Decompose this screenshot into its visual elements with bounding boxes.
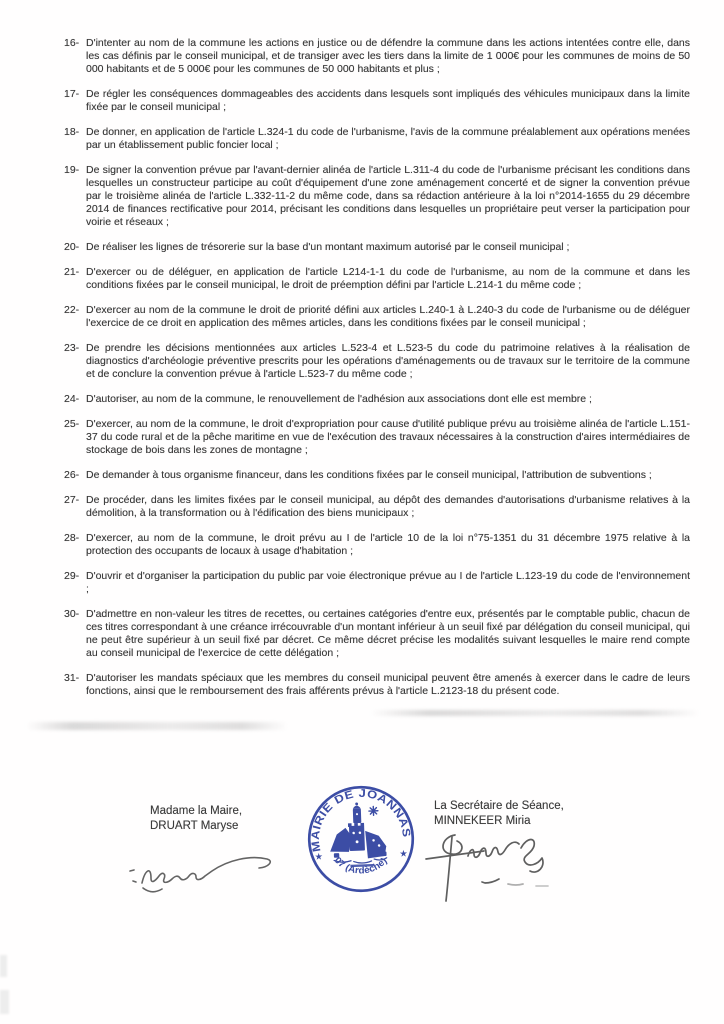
list-item (64, 126, 690, 152)
item-text: D'autoriser les mandats spéciaux que les membres du conseil municipal peuvent être amenés à exercer dans le cadre de leurs fonctions, ainsi que le remboursement des frais afférents prévus à l'article L.2123-18 du présent code. (86, 672, 690, 697)
list-item (64, 88, 690, 114)
item-number: 31- (64, 672, 80, 684)
item-number: 28- (64, 532, 80, 544)
item-number: 20- (64, 241, 80, 253)
item-number: 27- (64, 494, 80, 506)
item-text: D'intenter au nom de la commune les actions en justice ou de défendre la commune dans les actions intentées contre elle, dans les cas définis par le conseil municipal, et de transiger avec les tiers dans la limite de 1 000€ pour les communes de moins de 50 000 habitants et de 5 000€ pour les communes de 50 000 habitants et plus ; (86, 37, 690, 75)
list-item (64, 494, 690, 520)
item-number: 26- (64, 469, 80, 481)
stamp-star-right-icon: ★ (399, 849, 408, 859)
item-number: 29- (64, 570, 80, 582)
list-item (64, 164, 690, 229)
mayor-name: DRUART Maryse (150, 820, 239, 832)
list-item (64, 532, 690, 558)
item-number: 19- (64, 164, 80, 176)
item-number: 18- (64, 126, 80, 138)
item-text: D'exercer, au nom de la commune, le droit prévu au I de l'article 10 de la loi n°75-1351 du 31 décembre 1975 relative à la protection des occupants de locaux à usage d'habitation ; (86, 532, 690, 557)
item-text: D'exercer, au nom de la commune, le droit d'expropriation pour cause d'utilité publique prévu au troisième alinéa de l'article L.151-37 du code rural et de la pêche maritime en vue de l'exécution des travaux nécessaires à la construction d'aires intermédiaires de stockage de bois dans les zones de montagne ; (86, 418, 690, 456)
delegation-items-list (64, 37, 690, 710)
scan-streak (26, 722, 288, 730)
list-item (64, 570, 690, 596)
item-number: 24- (64, 393, 80, 405)
item-number: 22- (64, 304, 80, 316)
scan-edge-mark (0, 990, 9, 1014)
list-item (64, 608, 690, 660)
stamp-bottom-text: 07 (Ardèche) (332, 855, 389, 876)
list-item (64, 342, 690, 381)
list-item (64, 469, 690, 482)
item-number: 23- (64, 342, 80, 354)
item-text: D'admettre en non-valeur les titres de recettes, ou certaines catégories d'entre eux, présentés par le comptable public, chacun de ces titres correspondant à une créance irrécouvrable d'un montant inférieur à un seuil fixé par délégation du conseil municipal, qui ne peut être supérieur à un seuil fixé par décret. Ce même décret précise les modalités suivant lesquelles le maire rend compte au conseil municipal de l'exercice de cette délégation ; (86, 608, 690, 659)
item-number: 17- (64, 88, 80, 100)
secretary-title: La Secrétaire de Séance, (434, 800, 564, 812)
list-item (64, 418, 690, 457)
item-text: De procéder, dans les limites fixées par le conseil municipal, au dépôt des demandes d'autorisations d'urbanisme relatives à la démolition, à la transformation ou à l'édification des biens municipaux ; (86, 494, 690, 519)
secretary-name: MINNEKEER Miria (434, 815, 531, 827)
item-text: De demander à tous organisme financeur, dans les conditions fixées par le conseil municipal, l'attribution de subventions ; (86, 469, 652, 481)
mayor-title: Madame la Maire, (150, 805, 243, 817)
list-item (64, 304, 690, 330)
stamp-star-left-icon: ★ (315, 852, 323, 862)
item-number: 30- (64, 608, 80, 620)
stamp-top-text: MAIRIE DE JOANNAS (309, 787, 412, 853)
item-text: D'exercer ou de déléguer, en application de l'article L214-1-1 du code de l'urbanisme, au nom de la commune et dans les conditions fixées par le conseil municipal, le droit de préemption défini par l'article L.214-1 du même code ; (86, 266, 690, 291)
mairie-joannas-stamp-icon (301, 779, 421, 899)
item-text: De régler les conséquences dommageables des accidents dans lesquels sont impliqués des véhicules municipaux dans la limite fixée par le conseil municipal ; (86, 88, 690, 113)
item-text: De réaliser les lignes de trésorerie sur la base d'un montant maximum autorisé par le conseil municipal ; (86, 241, 570, 253)
item-number: 25- (64, 418, 80, 430)
item-text: D'ouvrir et d'organiser la participation du public par voie électronique prévue au I de l'article L.123-19 du code de l'environnement ; (86, 570, 690, 595)
list-item (64, 37, 690, 76)
scan-streak (370, 710, 700, 716)
secretary-signature-icon (424, 822, 576, 910)
list-item (64, 393, 690, 406)
item-text: D'exercer au nom de la commune le droit de priorité défini aux articles L.240-1 à L.240-3 du code de l'urbanisme ou de déléguer l'exercice de ce droit en application des mêmes articles, dans les conditions fixées par le conseil municipal ; (86, 304, 690, 329)
mayor-signature-icon (126, 840, 296, 898)
item-number: 16- (64, 37, 80, 49)
item-number: 21- (64, 266, 80, 278)
item-text: D'autoriser, au nom de la commune, le renouvellement de l'adhésion aux associations dont elle est membre ; (86, 393, 592, 405)
item-text: De signer la convention prévue par l'avant-dernier alinéa de l'article L.311-4 du code de l'urbanisme précisant les conditions dans lesquelles un constructeur participe au coût d'équipement d'une zone aménagement concerté et de signer la convention prévue par le troisième alinéa de l'article L.332-11-2 du même code, dans sa rédaction antérieure à la loi n°2014-1655 du 29 décembre 2014 de finances rectificative pour 2014, précisant les conditions dans lesquelles un propriétaire peut verser la participation pour voirie et réseaux ; (86, 164, 690, 228)
item-text: De prendre les décisions mentionnées aux articles L.523-4 et L.523-5 du code du patrimoine relatives à la réalisation de diagnostics d'archéologie préventive prescrits pour les opérations d'aménagements ou de travaux sur le territoire de la commune et de conclure la convention prévue à l'article L.523-7 du même code ; (86, 342, 690, 380)
list-item (64, 241, 690, 254)
list-item (64, 266, 690, 292)
item-text: De donner, en application de l'article L.324-1 du code de l'urbanisme, l'avis de la commune préalablement aux opérations menées par un établissement public foncier local ; (86, 126, 690, 151)
scan-edge-mark (0, 955, 7, 977)
list-item (64, 672, 690, 698)
mayor-signature-block (150, 804, 242, 834)
